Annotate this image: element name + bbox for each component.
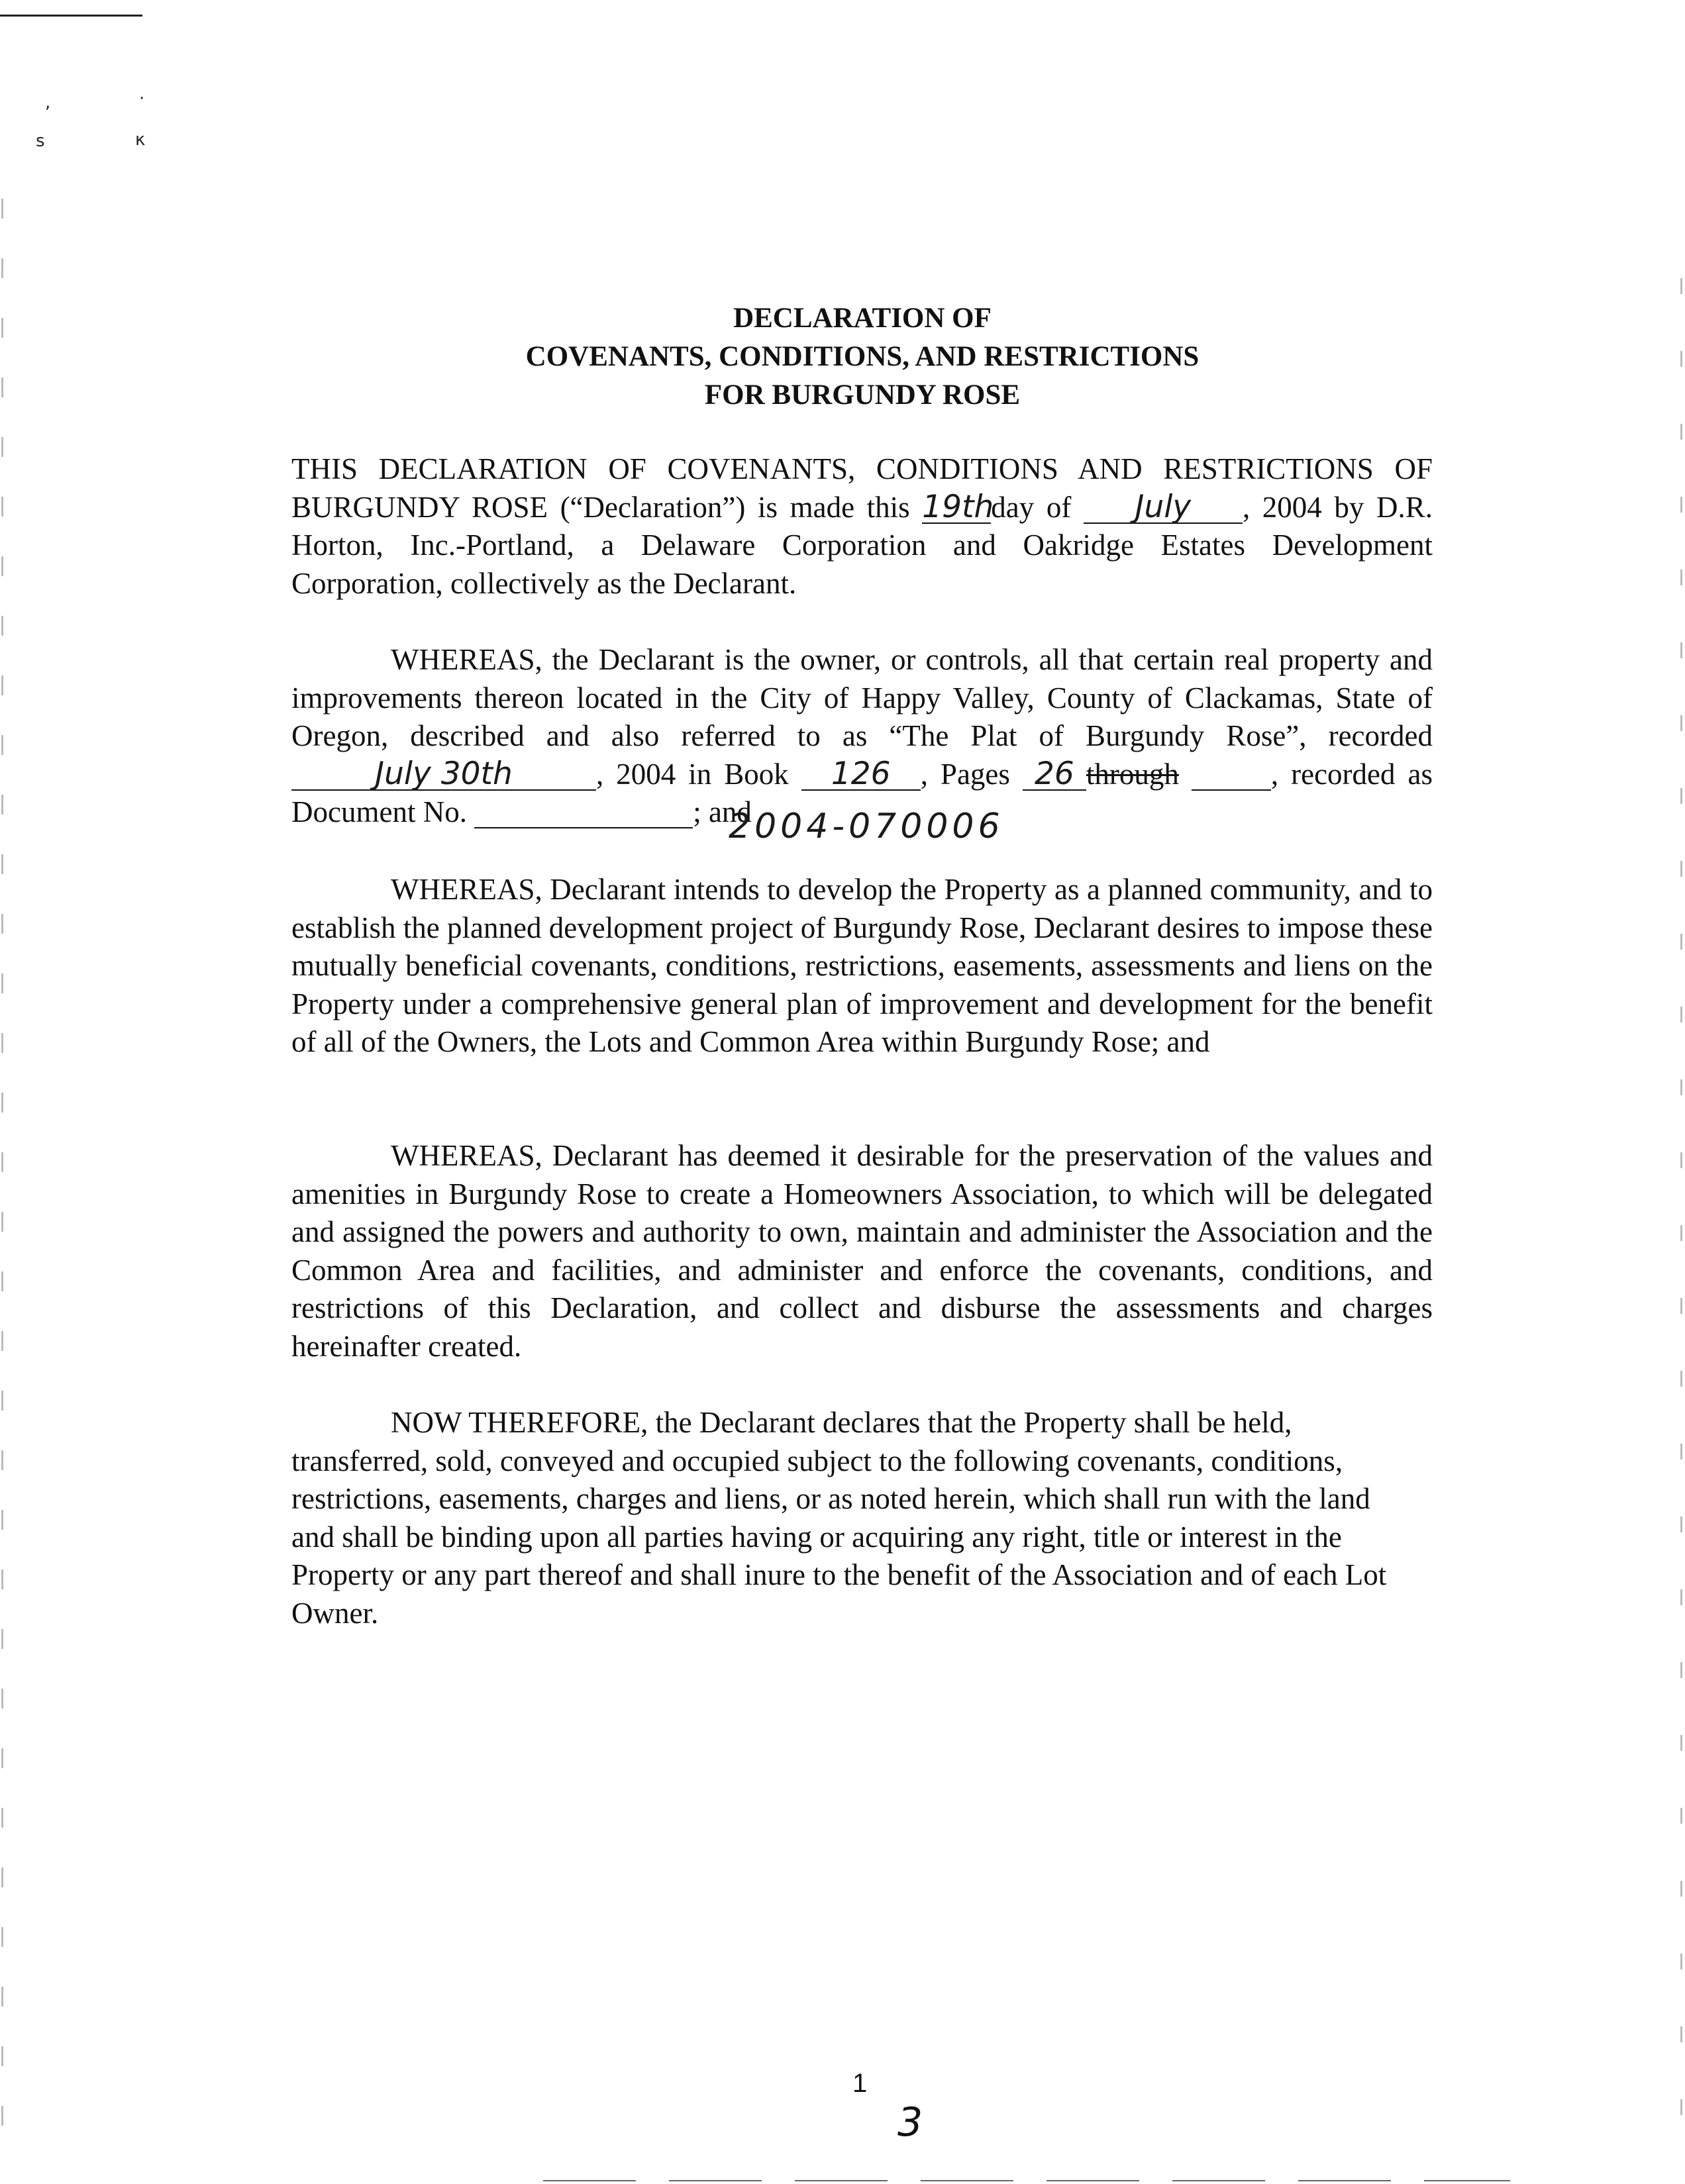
whereas-text: , Pages	[920, 757, 1010, 791]
scan-speck: ·	[139, 89, 145, 109]
scan-edge-right	[1680, 278, 1682, 2132]
now-therefore-paragraph	[291, 1404, 1411, 1632]
scan-speck: ,	[45, 93, 51, 113]
title-line-1: DECLARATION OF	[733, 303, 992, 334]
struck-through-text: through	[1086, 757, 1179, 791]
whereas-text: , 2004 in Book	[596, 757, 789, 791]
whereas-text: WHEREAS, Declarant intends to develop the Property as a planned community, and to establish the planned development project of Burgundy Rose, Declarant desires to impose these mutually beneficial covenants, conditions, restrictions, easements, assessments and liens on the Property under a comprehensive general plan of improvement and development for the benefit of all of the Owners, the Lots and Common Area within Burgundy Rose; and	[291, 873, 1433, 1058]
intro-text: , 2004 by D.R. Horton, Inc.-Portland, a Delaware Corporation and Oakridge Estates Development Corporation, collectively as the Declarant.	[291, 490, 1433, 600]
day-blank	[922, 488, 994, 525]
whereas-text: WHEREAS, the Declarant is the owner, or controls, all that certain real property and improvements thereon located in the City of Happy Valley, County of Clackamas, State of Oregon, described and also referred to as “The Plat of Burgundy Rose”, recorded	[291, 643, 1433, 752]
intro-text: THIS DECLARATION OF COVENANTS, CONDITIONS AND RESTRICTIONS OF BURGUNDY ROSE (“Declaration”) is made this	[291, 452, 1433, 524]
pages-end-blank	[1192, 760, 1271, 791]
intro-text: day of	[991, 490, 1072, 524]
handwritten-day: 19th	[922, 488, 994, 525]
title-line-2: COVENANTS, CONDITIONS, AND RESTRICTIONS	[525, 341, 1200, 372]
handwritten-document-number: 2004-070006	[729, 807, 1004, 846]
handwritten-recorded-date: July 30th	[375, 755, 513, 792]
document-number-blank	[474, 797, 693, 828]
whereas-paragraph-3	[291, 1137, 1433, 1365]
page-number: 1	[852, 2069, 868, 2098]
handwritten-pages: 26	[1035, 755, 1074, 792]
title-line-3: FOR BURGUNDY ROSE	[704, 379, 1021, 411]
document-title	[0, 299, 1685, 415]
whereas-text: ; and	[693, 795, 752, 828]
handwritten-page-number: 3	[897, 2099, 923, 2146]
now-therefore-text: NOW THEREFORE, the Declarant declares that the Property shall be held, transferred, sold, conveyed and occupied subject to the following covenants, conditions, restrictions, easements, charges and liens, or as noted herein, which shall run with the land and shall be binding upon all parties having or acquiring any right, title or interest in the Property or any part thereof and shall inure to the benefit of the Association and of each Lot Owner.	[291, 1406, 1387, 1630]
book-blank	[801, 755, 921, 792]
pages-blank	[1023, 755, 1086, 792]
intro-paragraph	[291, 450, 1433, 603]
recorded-date-blank	[291, 755, 596, 792]
whereas-paragraph-1	[291, 641, 1433, 832]
whereas-text: , recorded as Document No.	[291, 757, 1433, 828]
whereas-text: WHEREAS, Declarant has deemed it desirable for the preservation of the values and amenities in Burgundy Rose to create a Homeowners Association, to which will be delegated and assigned the powers and authority to own, maintain and administer the Association and the Common Area and facilities, and administer and enforce the covenants, conditions, and restrictions of this Declaration, and collect and disburse the assessments and charges hereinafter created.	[291, 1139, 1433, 1363]
scan-line-bottom	[543, 2180, 1510, 2181]
month-blank	[1084, 488, 1243, 525]
scan-speck: κ	[135, 130, 146, 150]
scan-speck: ꜱ	[36, 131, 45, 151]
scan-edge-left	[1, 199, 3, 2152]
handwritten-book: 126	[831, 755, 891, 792]
handwritten-month: July	[1135, 488, 1192, 525]
scan-line-top	[0, 15, 142, 17]
whereas-paragraph-2	[291, 871, 1433, 1062]
